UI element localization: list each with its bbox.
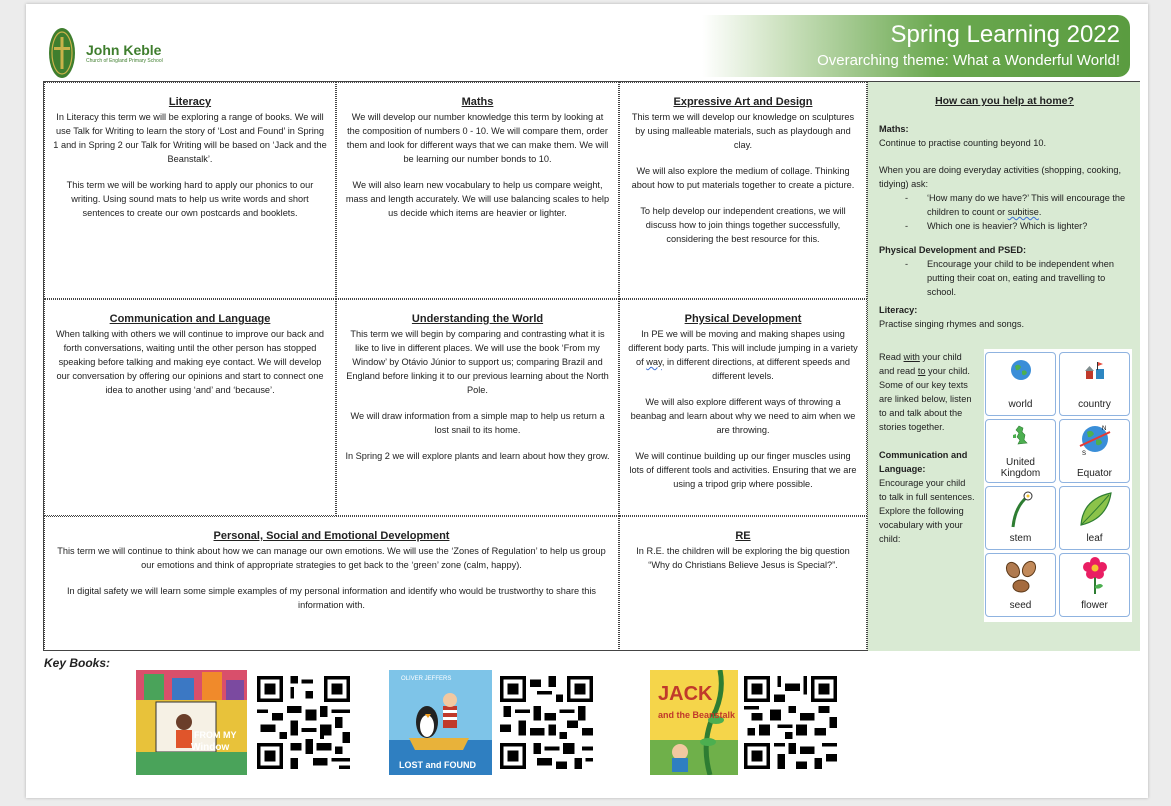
psed-text-1: This term we will continue to think about how we can manage our own emotions. We will use the ‘Zones of Regulation’ to help us group our emotions and think of appropriate strategies to get back to the ‘green’ zone (calm, happy).: [57, 546, 606, 570]
help-comm-label: Communication and Language:: [879, 450, 968, 474]
help-maths-label: Maths:: [879, 124, 909, 134]
help-vocab-text: Explore the following vocabulary with your child:: [879, 506, 964, 544]
symbol-world-label: world: [1008, 399, 1033, 410]
symbol-stem: [985, 486, 1056, 550]
help-read-b: your child and read: [879, 352, 962, 376]
globe-icon: [1010, 359, 1032, 381]
utw-heading: Understanding the World: [411, 313, 544, 325]
leaf-icon: [1075, 489, 1115, 529]
re-cell: [619, 516, 867, 651]
key-books-label: Key Books:: [44, 656, 111, 670]
title-banner: [702, 15, 1130, 77]
re-text-1: In R.E. the children will be exploring the big question “Why do Christians Believe Jesus is Special?”.: [636, 546, 850, 570]
symbol-world: [985, 352, 1056, 416]
pd-text-1-way: way: [646, 357, 662, 367]
vocabulary-symbols: [984, 349, 1132, 622]
maths-cell: [336, 82, 619, 299]
pd-text-1: [628, 327, 858, 383]
seed-icon: [1001, 556, 1041, 596]
pd-text-1b: , in different directions, at different speeds and different levels.: [661, 357, 850, 381]
symbol-leaf: [1059, 486, 1130, 550]
help-pd-label: Physical Development and PSED:: [879, 245, 1027, 255]
comm-heading: Communication and Language: [109, 313, 271, 325]
help-lit-text: Practise singing rhymes and songs.: [879, 319, 1025, 329]
psed-text-2: In digital safety we will learn some simple examples of my personal information and identify who would be trustworthy to share this information with.: [66, 586, 597, 610]
school-crest-icon: [48, 27, 76, 79]
literacy-text-1: In Literacy this term we will be exploring a range of books. We will use Talk for Writing to learn the story of ‘Lost and Found’ in Spring 1 and in Spring 2 our Talk for Writing will be based on ‘Jack and the Beanstalk’.: [53, 112, 327, 164]
help-read-text: [879, 350, 975, 434]
book-cover-lost-and-found[interactable]: [389, 670, 492, 775]
help-lit-label: Literacy:: [879, 305, 918, 315]
symbol-seed-label: seed: [1009, 600, 1032, 611]
book-cover-jack-and-the-beanstalk[interactable]: [650, 670, 738, 775]
ead-text-2: We will also explore the medium of collage. Thinking about how to put materials together to create a picture.: [631, 166, 855, 190]
psed-cell: [44, 516, 619, 651]
page-subtitle: Overarching theme: What a Wonderful World!: [817, 52, 1120, 69]
ead-text-1: This term we will develop our knowledge on sculptures by using malleable materials, such as playdough and clay.: [631, 112, 855, 150]
literacy-text-2: This term we will be working hard to apply our phonics to our writing. Using sound mats to help us write words and short sentences to create our own postcards and booklets.: [66, 180, 314, 218]
pd-text-1a: In PE we will be moving and making shapes using different body parts. This will include jumping in a variety of: [628, 329, 858, 367]
svg-text:N: N: [1101, 426, 1106, 432]
symbol-equator: [1059, 419, 1130, 483]
help-question-1-subitise: subitise: [1007, 207, 1039, 217]
literacy-cell: [44, 82, 336, 299]
symbol-uk-label: United Kingdom: [1000, 457, 1041, 479]
book2-title: LOST and FOUND: [399, 760, 476, 770]
symbol-uk: [985, 419, 1056, 483]
help-comm-text: Encourage your child to talk in full sentences.: [879, 478, 975, 502]
curriculum-grid: [43, 81, 1140, 651]
symbol-leaf-label: leaf: [1086, 533, 1103, 544]
symbol-flower-label: flower: [1081, 600, 1108, 611]
utw-text-1: This term we will begin by comparing and contrasting what it is like to live in different places. We will use the book ‘From my Window’ by Otávio Júnior to support us; comparing Brazil and England before linking it to our previous learning about the North Pole.: [346, 329, 609, 395]
help-read-with: with: [903, 352, 920, 362]
qr-code-lost-and-found[interactable]: [500, 676, 593, 769]
help-question-1b: .: [1038, 207, 1042, 217]
help-question-2: - Which one is heavier? Which is lighter?: [879, 219, 1130, 233]
symbol-stem-label: stem: [1009, 533, 1032, 544]
book-cover-from-my-window[interactable]: [136, 670, 247, 775]
svg-text:S: S: [1081, 451, 1086, 456]
symbol-flower: [1059, 553, 1130, 617]
ead-heading: Expressive Art and Design: [673, 96, 813, 108]
learning-page: [26, 4, 1148, 798]
maths-text-2: We will also learn new vocabulary to help us compare weight, mass and length accurately. We will use balancing scales to help us decide which items are heavier or lighter.: [345, 180, 610, 218]
school-subtitle: Church of England Primary School: [86, 57, 163, 64]
symbol-country-label: country: [1078, 399, 1111, 410]
help-read-c: your child. Some of our key texts are linked below, listen to and talk about the stories together.: [879, 366, 972, 432]
equator-icon: [1078, 422, 1112, 456]
book1-title-a: FROM MY: [194, 730, 237, 740]
psed-heading: Personal, Social and Emotional Development: [213, 530, 450, 542]
school-logo: [48, 24, 208, 82]
help-everyday-text: When you are doing everyday activities (shopping, cooking, tidying) ask:: [879, 165, 1122, 189]
pd-cell: [619, 299, 867, 516]
book2-author: OLIVER JEFFERS: [401, 676, 452, 682]
ead-cell: [619, 82, 867, 299]
literacy-heading: Literacy: [168, 96, 212, 108]
book3-title-b: and the Beanstalk: [658, 710, 736, 720]
help-pd-item: - Encourage your child to be independent when putting their coat on, eating and travelling to school.: [879, 257, 1130, 299]
symbol-seed: [985, 553, 1056, 617]
utw-cell: [336, 299, 619, 516]
pd-text-3: We will continue building up our finger muscles using lots of different tools and activities. Ensuring that we are using a tripod grip where possible.: [629, 451, 857, 489]
pd-text-2: We will also explore different ways of throwing a beanbag and learn about why we need to aim when we are throwing.: [630, 397, 856, 435]
country-icon: [1083, 359, 1107, 381]
book1-title-b: Window: [191, 742, 230, 753]
re-heading: RE: [735, 530, 751, 542]
ead-text-3: To help develop our independent creations, we will discuss how to join things together successfully, considering the best resource for this.: [640, 206, 846, 244]
maths-heading: Maths: [461, 96, 494, 108]
pd-heading: Physical Development: [684, 313, 802, 325]
help-read-a: Read: [879, 352, 904, 362]
help-at-home-panel: [867, 82, 1140, 651]
page-title: Spring Learning 2022: [890, 21, 1120, 48]
symbol-country: [1059, 352, 1130, 416]
help-question-1: [879, 191, 1130, 219]
symbol-equator-label: Equator: [1076, 468, 1113, 479]
help-read-to: to: [917, 366, 926, 376]
uk-map-icon: [1010, 424, 1032, 446]
flower-icon: [1075, 556, 1115, 596]
help-maths-text: Continue to practise counting beyond 10.: [879, 138, 1047, 148]
school-name: John Keble: [86, 41, 162, 58]
qr-code-from-my-window[interactable]: [257, 676, 350, 769]
utw-text-2: We will draw information from a simple map to help us return a lost snail to its home.: [350, 411, 605, 435]
book3-title-a: JACK: [658, 683, 713, 705]
help-question-1a: ‘How many do we have?’ This will encourage the children to count or: [927, 193, 1126, 217]
help-question-list: [879, 191, 1130, 233]
help-heading: How can you help at home?: [935, 95, 1074, 107]
stem-icon: [1001, 489, 1041, 529]
qr-code-jack-and-the-beanstalk[interactable]: [744, 676, 837, 769]
comm-text-1: When talking with others we will continue to improve our back and forth conversations, waiting until the other person has stopped speaking before talking and making eye contact. We will develop our conversation by offering our opinions and start to connect one idea to another using ‘and’ and ‘because’.: [55, 329, 325, 395]
maths-text-1: We will develop our number knowledge this term by looking at the composition of numbers 0 - 10. We will compare them, order them and look for different ways that we can make them. We will be learning our number bonds to 10.: [346, 112, 609, 164]
comm-cell: [44, 299, 336, 516]
utw-text-3: In Spring 2 we will explore plants and learn about how they grow.: [345, 451, 610, 461]
